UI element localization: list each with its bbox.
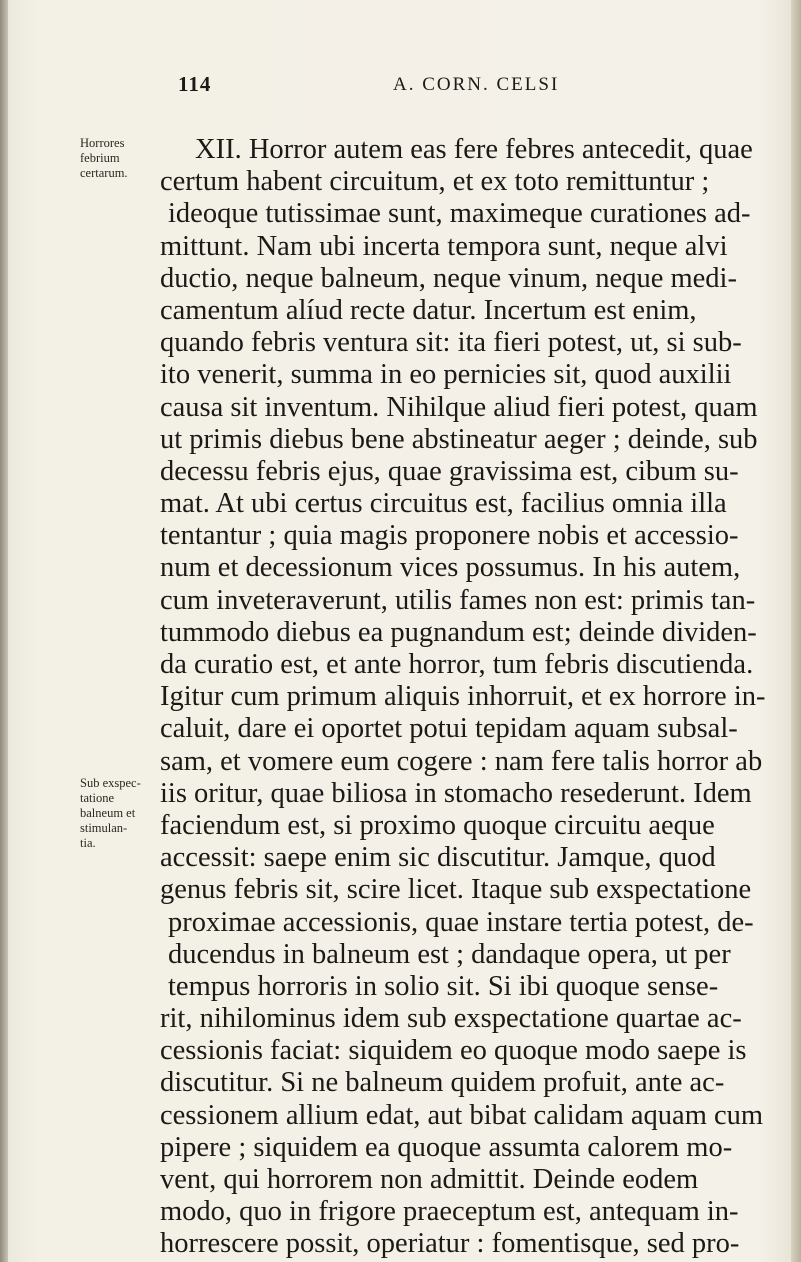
text-line: certum habent circuitum, et ex toto remittuntur ;: [160, 166, 710, 198]
text-line: caluit, dare ei oportet potui tepidam aquam subsal-: [160, 713, 738, 745]
margin-note-line: Sub exspec-: [80, 776, 141, 790]
text-line: quando febris ventura sit: ita fieri potest, ut, si sub-: [160, 327, 742, 359]
running-head: A. CORN. CELSI: [393, 74, 560, 95]
margin-note-balneum: [80, 776, 141, 851]
margin-note-horrores: [80, 136, 128, 181]
text-line: ito venerit, summa in eo pernicies sit, quod auxilii: [160, 359, 732, 391]
text-line: Igitur cum primum aliquis inhorruit, et ex horrore in-: [160, 681, 766, 713]
text-line: causa sit inventum. Nihilque aliud fieri potest, quam: [160, 391, 758, 423]
text-line: num et decessionum vices possumus. In his autem,: [160, 552, 741, 584]
page-number: 114: [178, 72, 212, 96]
text-line: vent, qui horrorem non admittit. Deinde eodem: [160, 1164, 699, 1195]
text-line: cessionis faciat: siquidem eo quoque modo saepe is: [160, 1035, 747, 1067]
text-line: tummodo diebus ea pugnandum est; deinde dividen-: [160, 616, 757, 648]
text-line: camentum alíud recte datur. Incertum est enim,: [160, 294, 697, 326]
text-line: tempus horroris in solio sit. Si ibi quoque sense-: [168, 970, 719, 1002]
text-line: decessu febris ejus, quae gravissima est, cibum su-: [160, 455, 739, 487]
chapter-text: [160, 134, 764, 1261]
text-line: genus febris sit, scire licet. Itaque sub exspectatione: [160, 874, 752, 906]
text-line: tentantur ; quia magis proponere nobis et accessio-: [160, 520, 739, 552]
page-edge: [791, 0, 801, 1262]
text-line: proximae accessionis, quae instare tertia potest, de-: [168, 906, 754, 938]
text-line: XII. Horror autem eas fere febres antecedit, quae: [195, 134, 753, 165]
text-line: mat. At ubi certus circuitus est, facilius omnia illa: [160, 488, 727, 520]
text-line: modo, quo in frigore praeceptum est, antequam in-: [160, 1196, 739, 1228]
page-header: [178, 72, 738, 102]
margin-note-line: stimulan-: [80, 821, 128, 835]
text-line: rit, nihilominus idem sub exspectatione quartae ac-: [160, 1003, 742, 1035]
margin-note-line: tatione: [80, 791, 115, 805]
text-line: horrescere possit, operiatur : fomentisque, sed pro-: [160, 1228, 740, 1260]
text-line: accessit: saepe enim sic discutitur. Jamque, quod: [160, 842, 716, 874]
text-line: discutitur. Si ne balneum quidem profuit, ante ac-: [160, 1067, 725, 1099]
text-line: ut primis diebus bene abstineatur aeger ; deinde, sub: [160, 423, 758, 455]
text-line: faciendum est, si proximo quoque circuitu aeque: [160, 809, 715, 841]
text-line: cum inveteraverunt, utilis fames non est: primis tan-: [160, 584, 756, 616]
text-line: ideoque tutissimae sunt, maximeque curationes ad-: [168, 198, 751, 230]
text-line: da curatio est, et ante horror, tum febris discutienda.: [160, 649, 754, 680]
margin-note-line: balneum et: [80, 806, 136, 820]
text-line: ductio, neque balneum, neque vinum, neque medi-: [160, 262, 737, 294]
text-line: cessionem allium edat, aut bibat calidam aquam cum: [160, 1099, 764, 1131]
page-gutter: [0, 0, 8, 1262]
text-line: mittunt. Nam ubi incerta tempora sunt, neque alvi: [160, 230, 728, 262]
margin-note-line: tia.: [80, 836, 96, 850]
margin-note-line: febrium: [80, 151, 120, 165]
text-line: ducendus in balneum est ; dandaque opera, ut per: [168, 938, 731, 970]
text-line: sam, et vomere eum cogere : nam fere talis horror ab: [160, 745, 763, 777]
text-line: iis oritur, quae biliosa in stomacho resederunt. Idem: [160, 777, 752, 809]
margin-note-line: certarum.: [80, 166, 128, 180]
margin-note-line: Horrores: [80, 136, 125, 150]
text-line: pipere ; siquidem ea quoque assumta calorem mo-: [160, 1131, 733, 1163]
